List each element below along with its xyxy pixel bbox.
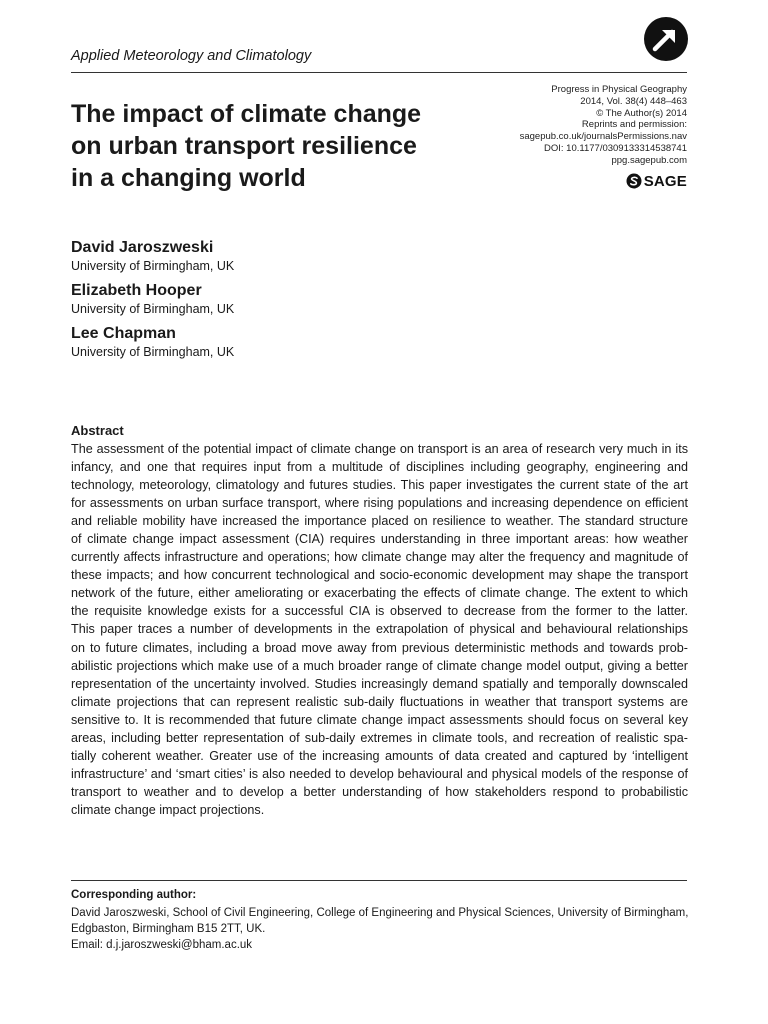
abstract-line: infrastructure’ and ‘smart cities’ is also needed to develop behavioural and physical models of the response of [71,766,688,781]
abstract-line: on to future climates, including a broad move away from previous deterministic methods and towards prob- [71,640,688,655]
abstract-line: of climate change impact assessment (CIA) requires understanding in three important areas: how weather [71,532,688,547]
abstract-line: for assessments on urban surface transport, where rising populations and increasing dependence on efficient [71,496,688,511]
author-entry [71,238,234,274]
author-list [71,238,234,367]
permissions-link[interactable]: sagepub.co.uk/journalsPermissions.nav [519,131,687,143]
abstract-line: climate change impact projections. [71,802,265,817]
title-line: The impact of climate change [71,100,422,128]
author-name: Lee Chapman [71,325,176,342]
abstract-line: representation of the uncertainty involved. Studies increasingly demand spatially and temporally downscaled [71,676,688,691]
sage-logo-text: SAGE [643,172,687,190]
abstract-body [71,440,688,819]
corresponding-author-heading: Corresponding author: [71,889,197,901]
abstract-line: tially coherent weather. Greater use of the increasing amounts of data created and captured by ‘intelligent [71,748,688,763]
journal-url[interactable]: ppg.sagepub.com [611,154,687,166]
author-affiliation: University of Birmingham, UK [71,259,235,273]
abstract-line: technology, meteorology, climatology and futures studies. This paper investigates the current state of the art [71,478,688,493]
publisher-logo [626,173,687,189]
corresponding-address: Edgbaston, Birmingham B15 2TT, UK. [71,923,266,935]
corresponding-address: David Jaroszweski, School of Civil Engineering, College of Engineering and Physical Sciences, University of Birmingham, [71,907,689,919]
abstract-line: network of the future, either ameliorating or exacerbating the effects of climate change. The extent to which [71,586,688,601]
abstract-line: these impacts; and how concurrent technological and socio-economic development may shape the transport [71,568,688,583]
copyright: © The Author(s) 2014 [596,107,687,119]
author-name: Elizabeth Hooper [71,282,202,299]
journal-metadata [467,84,687,167]
abstract-line: currently affects infrastructure and operations; how climate change may alter the frequency and magnitude of [71,550,688,565]
open-access-arrow-icon [643,16,689,62]
abstract-line: areas, including better representation of sub-daily extremes in climate tools, and recreation of realistic spa- [71,730,688,745]
paper-title [71,98,471,194]
top-divider [71,72,687,73]
reprints-label: Reprints and permission: [581,119,687,131]
author-affiliation: University of Birmingham, UK [71,345,235,359]
title-line: in a changing world [71,164,306,192]
abstract-line: climate projections that can represent realistic sub-daily fluctuations in weather that transport systems are [71,694,688,709]
abstract-line: infancy, and one that requires input from a multitude of disciplines including geography, engineering and [71,460,688,475]
abstract-line: The assessment of the potential impact of climate change on transport is an area of research very much in its [71,442,688,456]
abstract-line: This paper traces a number of developments in the extrapolation of physical and behavioural relationships [71,622,688,637]
corresponding-email[interactable]: Email: d.j.jaroszweski@bham.ac.uk [71,939,253,951]
abstract-line: transport to weather and to develop a better understanding of how stakeholders respond to probabilistic [71,784,688,799]
abstract-line: and reliable mobility have increased the importance placed on resilience to weather. The standard structure [71,514,688,529]
abstract-heading: Abstract [71,423,124,438]
volume-info: 2014, Vol. 38(4) 448–463 [580,95,687,107]
footnote-divider [71,880,687,881]
journal-section-label: Applied Meteorology and Climatology [71,48,312,64]
author-name: David Jaroszweski [71,239,214,256]
journal-name: Progress in Physical Geography [551,84,687,95]
author-affiliation: University of Birmingham, UK [71,302,235,316]
abstract-line: the requisite knowledge exists for a successful CIA is observed to decrease from the former to the latter. [71,604,688,619]
corresponding-author-details [71,905,691,953]
abstract-line: sensitive to. It is recommended that future climate change impact assessments should focus on several key [71,712,688,727]
doi[interactable]: DOI: 10.1177/0309133314538741 [544,142,687,154]
title-line: on urban transport resilience [71,132,417,160]
author-entry [71,281,234,317]
author-entry [71,324,234,360]
abstract-line: abilistic projections which make use of a much broader range of climate change model output, giving a better [71,658,688,673]
sage-logo-icon [626,173,642,189]
